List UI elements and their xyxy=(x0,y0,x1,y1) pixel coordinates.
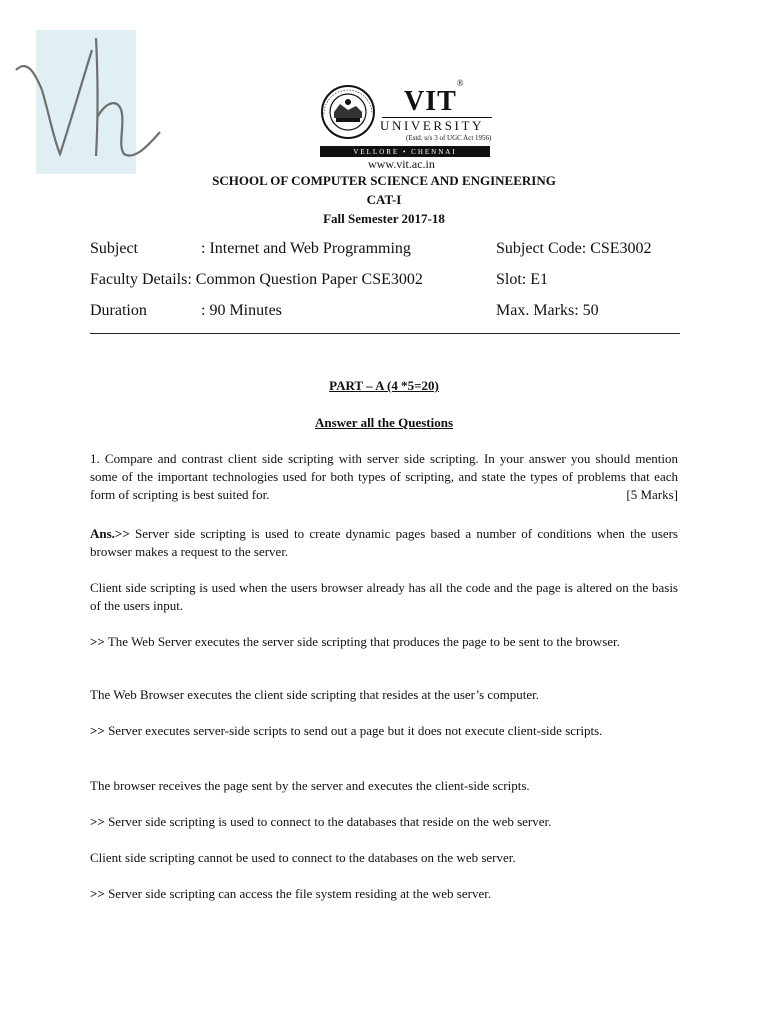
campus-locations: VELLORE • CHENNAI xyxy=(320,146,490,157)
exam-name: CAT-I xyxy=(366,192,402,207)
school-name: SCHOOL OF COMPUTER SCIENCE AND ENGINEERING xyxy=(212,173,556,188)
establishment-note: (Estd. u/s 3 of UGC Act 1956) xyxy=(406,134,492,142)
subject-code: Subject Code: CSE3002 xyxy=(496,240,652,257)
answer-marker: >> xyxy=(90,723,105,738)
subject-row xyxy=(90,240,411,258)
answer-paragraph-1 xyxy=(90,525,678,561)
answer-paragraph-4: The Web Browser executes the client side scripting that resides at the user’s computer. xyxy=(90,687,540,702)
answer-paragraph-2: Client side scripting is used when the users browser already has all the code and the page is altered on the basis of the users input. xyxy=(90,580,678,613)
answer-marker: >> xyxy=(90,886,105,901)
answer-text-9: Server side scripting can access the file system residing at the web server. xyxy=(104,886,492,901)
part-a-title: PART – A (4 *5=20) xyxy=(329,378,439,393)
answer-paragraph-6: The browser receives the page sent by the server and executes the client-side scripts. xyxy=(90,778,530,793)
slot-value: : E1 xyxy=(521,271,549,288)
question-1 xyxy=(90,450,678,504)
answer-text-1: Server side scripting is used to create dynamic pages based a number of conditions when the users browser makes a request to the server. xyxy=(90,526,678,559)
answer-marker: >> xyxy=(90,814,105,829)
answer-text-3: The Web Server executes the server side scripting that produces the page to be sent to the browser. xyxy=(104,634,620,649)
university-label: UNIVERSITY xyxy=(380,118,484,133)
header-divider xyxy=(90,333,680,334)
answer-text-7: Server side scripting is used to connect to the databases that reside on the web server. xyxy=(104,814,552,829)
faculty-label: Faculty Details: xyxy=(90,271,192,288)
subject-value: : Internet and Web Programming xyxy=(201,240,411,257)
max-marks-row xyxy=(496,302,599,320)
duration-row xyxy=(90,302,282,320)
faculty-value: Common Question Paper CSE3002 xyxy=(195,271,423,288)
duration-label: Duration xyxy=(90,302,147,319)
answer-paragraph-3 xyxy=(90,633,678,651)
duration-value: : 90 Minutes xyxy=(201,302,282,319)
answer-prefix: Ans.>> xyxy=(90,526,130,541)
answer-marker: >> xyxy=(90,634,105,649)
part-a-instruction: Answer all the Questions xyxy=(314,415,454,430)
semester: Fall Semester 2017-18 xyxy=(323,211,445,226)
university-logo xyxy=(320,77,492,176)
answer-paragraph-8: Client side scripting cannot be used to connect to the databases on the web server. xyxy=(90,850,516,865)
vh-watermark-logo xyxy=(14,28,162,178)
slot-label: Slot xyxy=(496,271,522,288)
answer-text-5: Server executes server-side scripts to send out a page but it does not execute client-side scripts. xyxy=(104,723,603,738)
question-1-text: 1. Compare and contrast client side scripting with server side scripting. In your answer you should mention some of the important technologies used for both types of scripting, and state the types of problems that each form of scripting is best suited for. xyxy=(90,451,678,502)
website-address: www.vit.ac.in xyxy=(368,157,435,171)
answer-paragraph-7 xyxy=(90,813,678,831)
question-1-marks: [5 Marks] xyxy=(626,487,678,502)
answer-paragraph-9 xyxy=(90,885,678,903)
brand-name: VIT® xyxy=(404,77,465,117)
subject-label: Subject xyxy=(90,240,138,257)
answer-paragraph-5 xyxy=(90,722,678,740)
faculty-row xyxy=(90,271,423,289)
slot-row xyxy=(496,271,548,289)
max-marks-value: : 50 xyxy=(574,302,599,319)
university-seal-icon xyxy=(320,84,376,140)
max-marks-label: Max. Marks xyxy=(496,302,575,319)
